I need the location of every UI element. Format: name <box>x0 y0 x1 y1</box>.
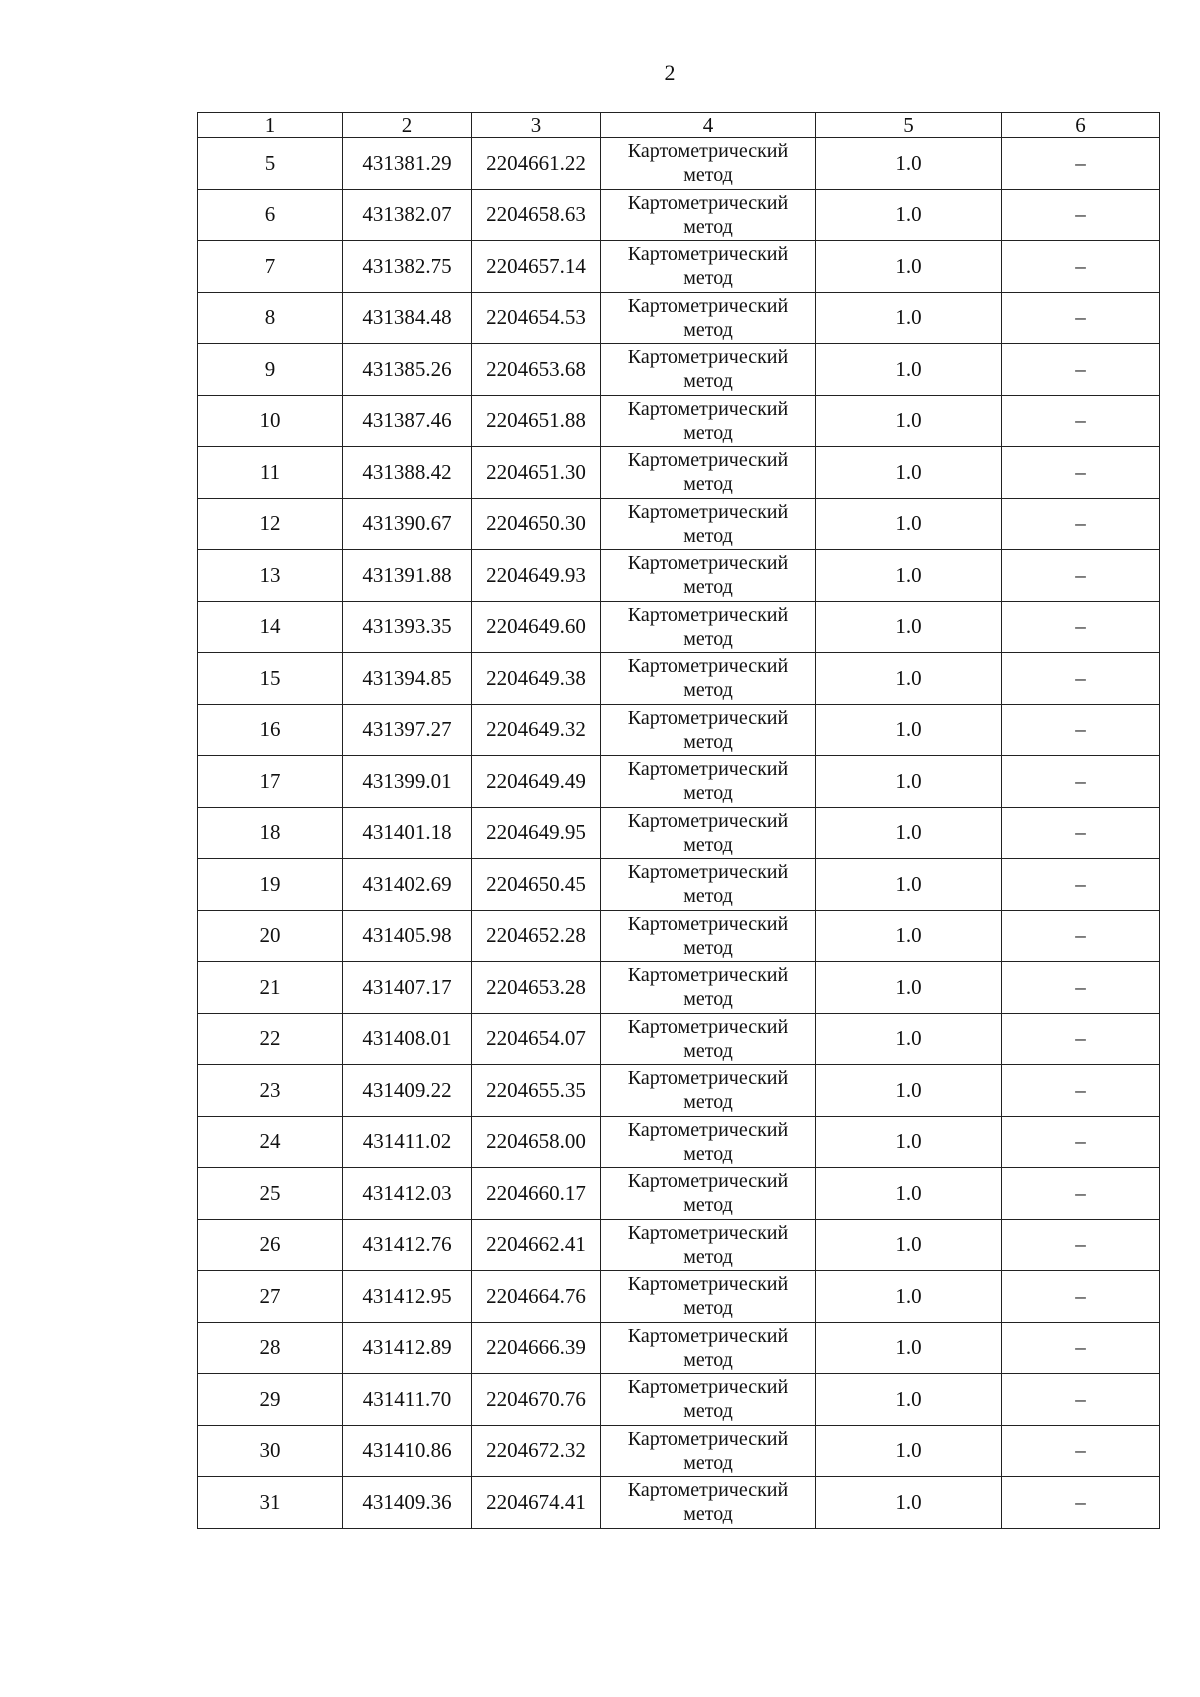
y-coordinate-cell: 2204661.22 <box>472 138 601 190</box>
method-cell <box>601 189 816 241</box>
x-coordinate-cell: 431407.17 <box>343 962 472 1014</box>
table-row <box>198 653 1160 705</box>
method-line-1: Картометрический <box>627 140 789 163</box>
method-line-1: Картометрический <box>627 912 789 935</box>
x-coordinate-cell: 431397.27 <box>343 704 472 756</box>
method-line-2: метод <box>683 936 733 959</box>
y-coordinate-cell: 2204664.76 <box>472 1271 601 1323</box>
accuracy-cell: 1.0 <box>816 1374 1002 1426</box>
description-cell: – <box>1002 395 1160 447</box>
method-cell <box>601 344 816 396</box>
accuracy-cell: 1.0 <box>816 1168 1002 1220</box>
point-number-cell: 9 <box>198 344 343 396</box>
x-coordinate-cell: 431405.98 <box>343 910 472 962</box>
method-cell <box>601 601 816 653</box>
table-row <box>198 601 1160 653</box>
method-line-2: метод <box>683 267 733 290</box>
method-cell <box>601 1477 816 1529</box>
column-header-4: 4 <box>601 113 816 138</box>
x-coordinate-cell: 431391.88 <box>343 550 472 602</box>
accuracy-cell: 1.0 <box>816 807 1002 859</box>
method-line-2: метод <box>683 1194 733 1217</box>
y-coordinate-cell: 2204649.95 <box>472 807 601 859</box>
point-number-cell: 18 <box>198 807 343 859</box>
method-line-1: Картометрический <box>627 861 789 884</box>
table-header-row <box>198 113 1160 138</box>
method-cell <box>601 1116 816 1168</box>
accuracy-cell: 1.0 <box>816 1271 1002 1323</box>
method-cell <box>601 498 816 550</box>
description-cell: – <box>1002 241 1160 293</box>
method-cell <box>601 1374 816 1426</box>
y-coordinate-cell: 2204649.93 <box>472 550 601 602</box>
method-cell <box>601 962 816 1014</box>
x-coordinate-cell: 431412.76 <box>343 1219 472 1271</box>
description-cell: – <box>1002 1322 1160 1374</box>
table-row <box>198 910 1160 962</box>
point-number-cell: 8 <box>198 292 343 344</box>
method-line-1: Картометрический <box>627 1221 789 1244</box>
method-line-2: метод <box>683 1297 733 1320</box>
method-line-1: Картометрический <box>627 1067 789 1090</box>
point-number-cell: 10 <box>198 395 343 447</box>
method-line-2: метод <box>683 1348 733 1371</box>
description-cell: – <box>1002 756 1160 808</box>
table-row <box>198 395 1160 447</box>
point-number-cell: 19 <box>198 859 343 911</box>
accuracy-cell: 1.0 <box>816 292 1002 344</box>
x-coordinate-cell: 431385.26 <box>343 344 472 396</box>
table-row <box>198 962 1160 1014</box>
x-coordinate-cell: 431410.86 <box>343 1425 472 1477</box>
method-cell <box>601 1168 816 1220</box>
y-coordinate-cell: 2204651.88 <box>472 395 601 447</box>
accuracy-cell: 1.0 <box>816 241 1002 293</box>
method-line-2: метод <box>683 988 733 1011</box>
method-cell <box>601 1271 816 1323</box>
y-coordinate-cell: 2204651.30 <box>472 447 601 499</box>
method-line-1: Картометрический <box>627 1324 789 1347</box>
accuracy-cell: 1.0 <box>816 138 1002 190</box>
table-body <box>198 138 1160 1529</box>
description-cell: – <box>1002 138 1160 190</box>
y-coordinate-cell: 2204650.45 <box>472 859 601 911</box>
method-line-1: Картометрический <box>627 655 789 678</box>
point-number-cell: 21 <box>198 962 343 1014</box>
x-coordinate-cell: 431384.48 <box>343 292 472 344</box>
x-coordinate-cell: 431412.03 <box>343 1168 472 1220</box>
method-line-2: метод <box>683 1400 733 1423</box>
y-coordinate-cell: 2204649.49 <box>472 756 601 808</box>
method-line-1: Картометрический <box>627 1015 789 1038</box>
method-cell <box>601 241 816 293</box>
x-coordinate-cell: 431387.46 <box>343 395 472 447</box>
table-row <box>198 807 1160 859</box>
x-coordinate-cell: 431408.01 <box>343 1013 472 1065</box>
method-line-1: Картометрический <box>627 243 789 266</box>
description-cell: – <box>1002 1425 1160 1477</box>
description-cell: – <box>1002 910 1160 962</box>
method-line-1: Картометрический <box>627 1376 789 1399</box>
method-line-2: метод <box>683 1451 733 1474</box>
point-number-cell: 29 <box>198 1374 343 1426</box>
y-coordinate-cell: 2204654.53 <box>472 292 601 344</box>
x-coordinate-cell: 431401.18 <box>343 807 472 859</box>
table-row <box>198 498 1160 550</box>
y-coordinate-cell: 2204653.68 <box>472 344 601 396</box>
description-cell: – <box>1002 447 1160 499</box>
method-line-1: Картометрический <box>627 1479 789 1502</box>
method-cell <box>601 395 816 447</box>
point-number-cell: 30 <box>198 1425 343 1477</box>
accuracy-cell: 1.0 <box>816 189 1002 241</box>
coordinates-table <box>197 112 1160 1529</box>
y-coordinate-cell: 2204670.76 <box>472 1374 601 1426</box>
accuracy-cell: 1.0 <box>816 601 1002 653</box>
method-line-1: Картометрический <box>627 758 789 781</box>
method-cell <box>601 550 816 602</box>
method-cell <box>601 704 816 756</box>
description-cell: – <box>1002 1065 1160 1117</box>
description-cell: – <box>1002 292 1160 344</box>
table-row <box>198 550 1160 602</box>
column-header-3: 3 <box>472 113 601 138</box>
point-number-cell: 12 <box>198 498 343 550</box>
point-number-cell: 26 <box>198 1219 343 1271</box>
method-line-1: Картометрический <box>627 294 789 317</box>
method-line-2: метод <box>683 370 733 393</box>
method-line-2: метод <box>683 730 733 753</box>
point-number-cell: 20 <box>198 910 343 962</box>
point-number-cell: 11 <box>198 447 343 499</box>
method-cell <box>601 1219 816 1271</box>
method-line-2: метод <box>683 524 733 547</box>
method-line-2: метод <box>683 627 733 650</box>
method-cell <box>601 1425 816 1477</box>
x-coordinate-cell: 431412.95 <box>343 1271 472 1323</box>
y-coordinate-cell: 2204660.17 <box>472 1168 601 1220</box>
point-number-cell: 15 <box>198 653 343 705</box>
accuracy-cell: 1.0 <box>816 550 1002 602</box>
accuracy-cell: 1.0 <box>816 498 1002 550</box>
y-coordinate-cell: 2204658.00 <box>472 1116 601 1168</box>
method-line-1: Картометрический <box>627 346 789 369</box>
method-line-2: метод <box>683 473 733 496</box>
description-cell: – <box>1002 653 1160 705</box>
method-line-1: Картометрический <box>627 1118 789 1141</box>
method-line-2: метод <box>683 576 733 599</box>
column-header-1: 1 <box>198 113 343 138</box>
accuracy-cell: 1.0 <box>816 653 1002 705</box>
x-coordinate-cell: 431409.36 <box>343 1477 472 1529</box>
table-row <box>198 1065 1160 1117</box>
table-row <box>198 756 1160 808</box>
method-line-2: метод <box>683 782 733 805</box>
table-row <box>198 1271 1160 1323</box>
point-number-cell: 13 <box>198 550 343 602</box>
y-coordinate-cell: 2204654.07 <box>472 1013 601 1065</box>
method-line-1: Картометрический <box>627 1427 789 1450</box>
table-row <box>198 241 1160 293</box>
point-number-cell: 25 <box>198 1168 343 1220</box>
x-coordinate-cell: 431409.22 <box>343 1065 472 1117</box>
x-coordinate-cell: 431390.67 <box>343 498 472 550</box>
table-row <box>198 138 1160 190</box>
method-cell <box>601 447 816 499</box>
method-line-2: метод <box>683 885 733 908</box>
method-line-1: Картометрический <box>627 964 789 987</box>
table-row <box>198 1425 1160 1477</box>
method-line-2: метод <box>683 1039 733 1062</box>
accuracy-cell: 1.0 <box>816 395 1002 447</box>
method-line-2: метод <box>683 1142 733 1165</box>
point-number-cell: 5 <box>198 138 343 190</box>
point-number-cell: 16 <box>198 704 343 756</box>
table-row <box>198 447 1160 499</box>
y-coordinate-cell: 2204666.39 <box>472 1322 601 1374</box>
table-row <box>198 1477 1160 1529</box>
accuracy-cell: 1.0 <box>816 344 1002 396</box>
description-cell: – <box>1002 1477 1160 1529</box>
y-coordinate-cell: 2204653.28 <box>472 962 601 1014</box>
x-coordinate-cell: 431388.42 <box>343 447 472 499</box>
accuracy-cell: 1.0 <box>816 910 1002 962</box>
table-row <box>198 1322 1160 1374</box>
method-line-2: метод <box>683 1245 733 1268</box>
x-coordinate-cell: 431412.89 <box>343 1322 472 1374</box>
y-coordinate-cell: 2204674.41 <box>472 1477 601 1529</box>
method-line-2: метод <box>683 833 733 856</box>
x-coordinate-cell: 431402.69 <box>343 859 472 911</box>
table-row <box>198 859 1160 911</box>
description-cell: – <box>1002 859 1160 911</box>
accuracy-cell: 1.0 <box>816 704 1002 756</box>
method-line-1: Картометрический <box>627 706 789 729</box>
description-cell: – <box>1002 962 1160 1014</box>
table-row <box>198 292 1160 344</box>
column-header-6: 6 <box>1002 113 1160 138</box>
point-number-cell: 28 <box>198 1322 343 1374</box>
point-number-cell: 24 <box>198 1116 343 1168</box>
method-line-1: Картометрический <box>627 1170 789 1193</box>
accuracy-cell: 1.0 <box>816 756 1002 808</box>
method-line-2: метод <box>683 1091 733 1114</box>
table-row <box>198 189 1160 241</box>
method-line-1: Картометрический <box>627 397 789 420</box>
y-coordinate-cell: 2204657.14 <box>472 241 601 293</box>
method-line-2: метод <box>683 1503 733 1526</box>
method-line-1: Картометрический <box>627 449 789 472</box>
method-line-2: метод <box>683 318 733 341</box>
description-cell: – <box>1002 704 1160 756</box>
accuracy-cell: 1.0 <box>816 1425 1002 1477</box>
x-coordinate-cell: 431382.07 <box>343 189 472 241</box>
x-coordinate-cell: 431394.85 <box>343 653 472 705</box>
method-line-1: Картометрический <box>627 191 789 214</box>
method-line-1: Картометрический <box>627 500 789 523</box>
description-cell: – <box>1002 1271 1160 1323</box>
x-coordinate-cell: 431411.02 <box>343 1116 472 1168</box>
y-coordinate-cell: 2204649.60 <box>472 601 601 653</box>
point-number-cell: 27 <box>198 1271 343 1323</box>
y-coordinate-cell: 2204662.41 <box>472 1219 601 1271</box>
table-row <box>198 1168 1160 1220</box>
method-line-1: Картометрический <box>627 1273 789 1296</box>
method-cell <box>601 653 816 705</box>
y-coordinate-cell: 2204652.28 <box>472 910 601 962</box>
method-cell <box>601 138 816 190</box>
point-number-cell: 22 <box>198 1013 343 1065</box>
x-coordinate-cell: 431393.35 <box>343 601 472 653</box>
description-cell: – <box>1002 498 1160 550</box>
point-number-cell: 7 <box>198 241 343 293</box>
description-cell: – <box>1002 189 1160 241</box>
y-coordinate-cell: 2204649.32 <box>472 704 601 756</box>
method-line-1: Картометрический <box>627 552 789 575</box>
column-header-2: 2 <box>343 113 472 138</box>
accuracy-cell: 1.0 <box>816 1322 1002 1374</box>
y-coordinate-cell: 2204658.63 <box>472 189 601 241</box>
table-row <box>198 1219 1160 1271</box>
y-coordinate-cell: 2204655.35 <box>472 1065 601 1117</box>
table-row <box>198 1116 1160 1168</box>
column-header-5: 5 <box>816 113 1002 138</box>
point-number-cell: 23 <box>198 1065 343 1117</box>
method-cell <box>601 859 816 911</box>
description-cell: – <box>1002 1116 1160 1168</box>
x-coordinate-cell: 431382.75 <box>343 241 472 293</box>
accuracy-cell: 1.0 <box>816 1477 1002 1529</box>
method-cell <box>601 1065 816 1117</box>
description-cell: – <box>1002 344 1160 396</box>
description-cell: – <box>1002 601 1160 653</box>
accuracy-cell: 1.0 <box>816 1013 1002 1065</box>
method-cell <box>601 807 816 859</box>
method-line-1: Картометрический <box>627 809 789 832</box>
point-number-cell: 31 <box>198 1477 343 1529</box>
x-coordinate-cell: 431399.01 <box>343 756 472 808</box>
method-line-2: метод <box>683 164 733 187</box>
description-cell: – <box>1002 1168 1160 1220</box>
point-number-cell: 17 <box>198 756 343 808</box>
description-cell: – <box>1002 807 1160 859</box>
table-row <box>198 344 1160 396</box>
description-cell: – <box>1002 1219 1160 1271</box>
method-cell <box>601 1013 816 1065</box>
accuracy-cell: 1.0 <box>816 1065 1002 1117</box>
accuracy-cell: 1.0 <box>816 447 1002 499</box>
y-coordinate-cell: 2204649.38 <box>472 653 601 705</box>
method-cell <box>601 292 816 344</box>
x-coordinate-cell: 431411.70 <box>343 1374 472 1426</box>
method-line-2: метод <box>683 215 733 238</box>
method-line-2: метод <box>683 421 733 444</box>
accuracy-cell: 1.0 <box>816 859 1002 911</box>
method-cell <box>601 1322 816 1374</box>
method-line-2: метод <box>683 679 733 702</box>
method-cell <box>601 756 816 808</box>
x-coordinate-cell: 431381.29 <box>343 138 472 190</box>
accuracy-cell: 1.0 <box>816 962 1002 1014</box>
table-row <box>198 1374 1160 1426</box>
table-row <box>198 704 1160 756</box>
page-number: 2 <box>664 60 676 85</box>
y-coordinate-cell: 2204650.30 <box>472 498 601 550</box>
point-number-cell: 14 <box>198 601 343 653</box>
method-cell <box>601 910 816 962</box>
description-cell: – <box>1002 1374 1160 1426</box>
description-cell: – <box>1002 1013 1160 1065</box>
accuracy-cell: 1.0 <box>816 1219 1002 1271</box>
y-coordinate-cell: 2204672.32 <box>472 1425 601 1477</box>
accuracy-cell: 1.0 <box>816 1116 1002 1168</box>
method-line-1: Картометрический <box>627 603 789 626</box>
description-cell: – <box>1002 550 1160 602</box>
table-row <box>198 1013 1160 1065</box>
point-number-cell: 6 <box>198 189 343 241</box>
